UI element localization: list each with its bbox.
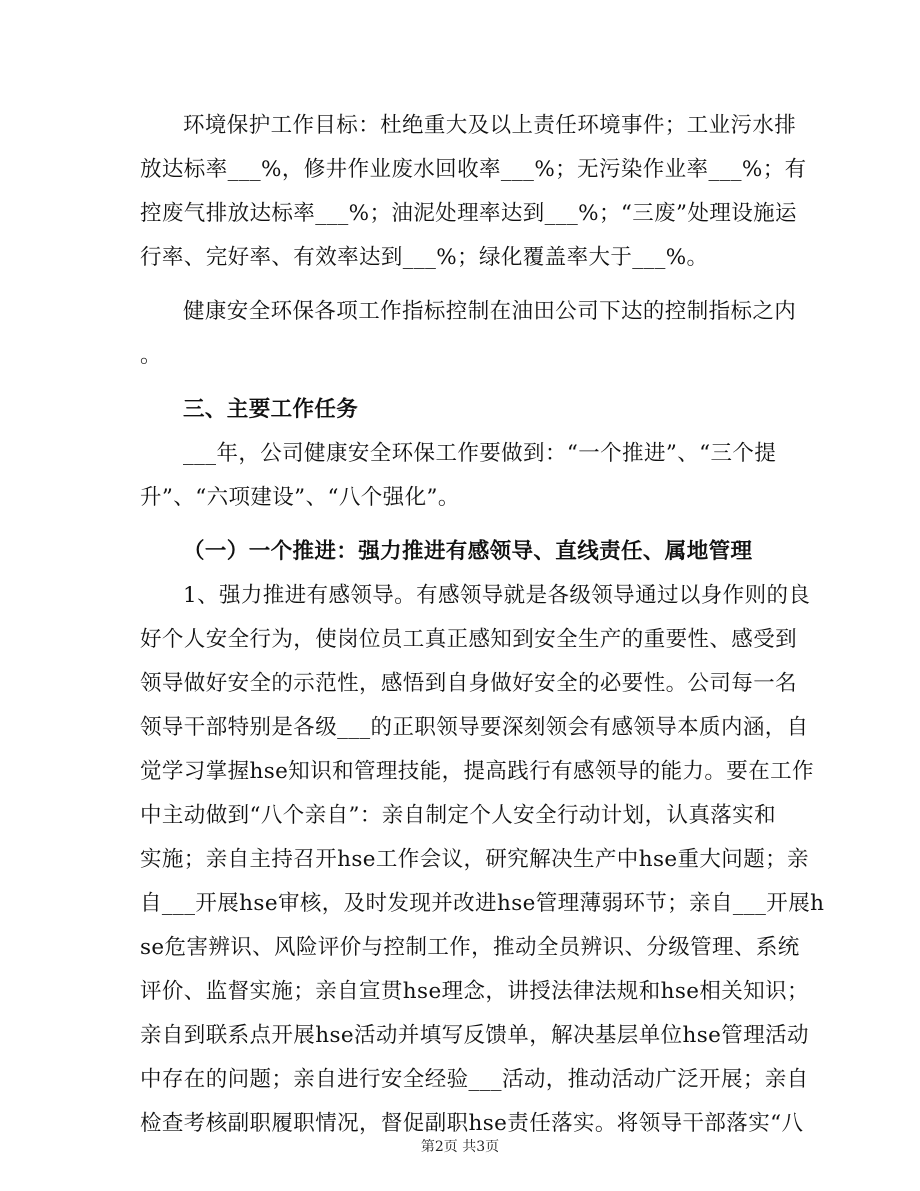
paragraph-leadership-line-11: 亲自到联系点开展hse活动并填写反馈单，解决基层单位hse管理活动: [140, 1023, 809, 1048]
paragraph-leadership-line-10: 评价、监督实施；亲自宣贯hse理念，讲授法律法规和hse相关知识；: [140, 979, 809, 1004]
paragraph-leadership-line-7: 实施；亲自主持召开hse工作会议，研究解决生产中hse重大问题；亲: [140, 847, 809, 872]
paragraph-leadership-line-6: 中主动做到“八个亲自”：亲自制定个人安全行动计划，认真落实和: [140, 803, 776, 828]
paragraph-leadership-line-3: 领导做好安全的示范性，感悟到自身做好安全的必要性。公司每一名: [140, 671, 798, 696]
paragraph-gap: [140, 520, 785, 530]
paragraph-overview-line-2: 升”、“六项建设”、“八个强化”。: [140, 485, 460, 510]
paragraph-overview-line-1: ___年，公司健康安全环保工作要做到：“一个推进”、“三个提: [183, 441, 777, 466]
paragraph-leadership-line-5: 觉学习掌握hse知识和管理技能，提高践行有感领导的能力。要在工作: [140, 759, 814, 784]
paragraph-leadership-line-2: 好个人安全行为，使岗位员工真正感知到安全生产的重要性、感受到: [140, 627, 798, 652]
paragraph-env-goals-line-3: 控废气排放达标率___%；油泥处理率达到___%；“三废”处理设施运: [140, 201, 797, 226]
paragraph-indicators-line-2: 。: [140, 343, 162, 368]
paragraph-leadership-line-13: 检查考核副职履职情况，督促副职hse责任落实。将领导干部落实“八: [140, 1111, 804, 1136]
paragraph-leadership-line-8: 自___开展hse审核，及时发现并改进hse管理薄弱环节；亲自___开展h: [140, 891, 825, 916]
document-body: [140, 104, 825, 1146]
section-heading-main-tasks: 三、主要工作任务: [183, 397, 359, 422]
paragraph-indicators-line-1: 健康安全环保各项工作指标控制在油田公司下达的控制指标之内: [183, 299, 797, 324]
paragraph-env-goals-line-2: 放达标率___%，修井作业废水回收率___%；无污染作业率___%；有: [140, 157, 807, 182]
subsection-heading-one-push: （一）一个推进：强力推进有感领导、直线责任、属地管理: [183, 539, 753, 564]
paragraph-gap: [140, 378, 785, 388]
page-number-footer: 第2页 共3页: [420, 1139, 500, 1155]
paragraph-leadership-line-1: 1、强力推进有感领导。有感领导就是各级领导通过以身作则的良: [183, 583, 811, 608]
paragraph-gap: [140, 280, 785, 290]
paragraph-env-goals-line-1: 环境保护工作目标：杜绝重大及以上责任环境事件；工业污水排: [183, 113, 797, 138]
paragraph-env-goals-line-4: 行率、完好率、有效率达到___%；绿化覆盖率大于___%。: [140, 245, 709, 270]
paragraph-leadership-line-9: se危害辨识、风险评价与控制工作，推动全员辨识、分级管理、系统: [140, 935, 800, 960]
paragraph-leadership-line-12: 中存在的问题；亲自进行安全经验___活动，推动活动广泛开展；亲自: [140, 1067, 809, 1092]
paragraph-leadership-line-4: 领导干部特别是各级___的正职领导要深刻领会有感领导本质内涵，自: [140, 715, 809, 740]
